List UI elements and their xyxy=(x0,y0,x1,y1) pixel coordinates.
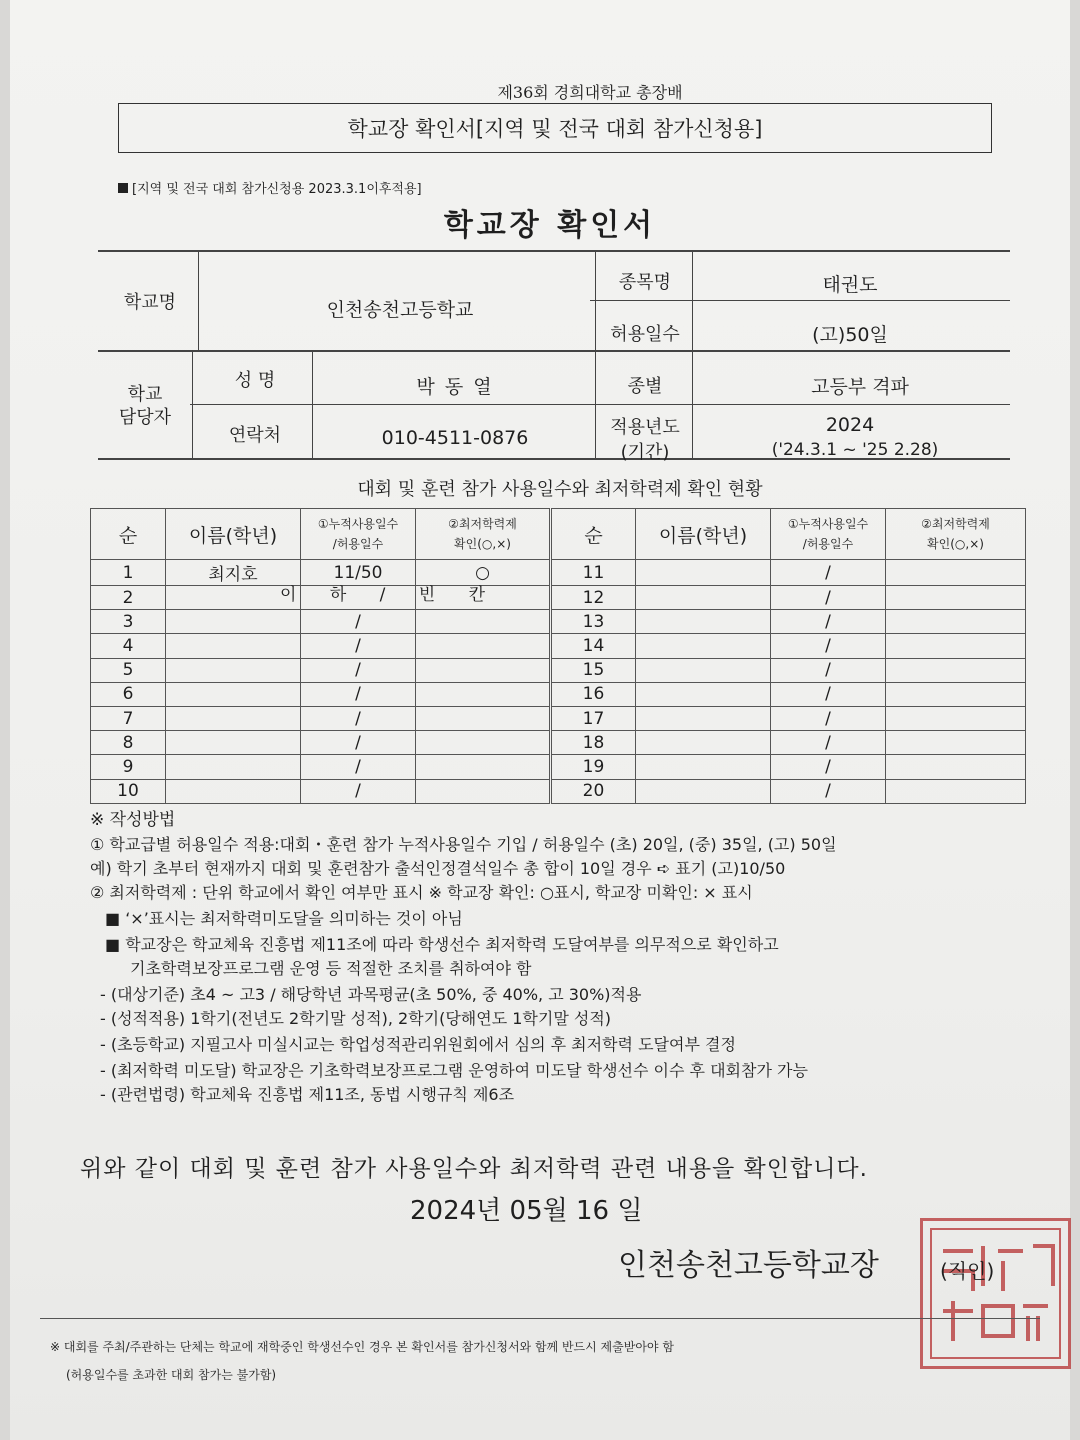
col-days-line1: ①누적사용일수 xyxy=(317,517,399,531)
seal-stamp-icon xyxy=(923,1221,1068,1366)
table-row xyxy=(91,706,1026,730)
row-days: / xyxy=(771,779,886,803)
row-days: 11/50 xyxy=(301,560,416,586)
col-min xyxy=(416,509,551,560)
row-days: / xyxy=(301,779,416,803)
row-name xyxy=(636,634,771,658)
row-days: / xyxy=(771,634,886,658)
table-body xyxy=(91,560,1026,804)
footer-divider xyxy=(40,1318,1040,1319)
table-row xyxy=(91,755,1026,779)
row-no: 3 xyxy=(91,610,166,634)
row-no: 9 xyxy=(91,755,166,779)
row-name xyxy=(166,755,301,779)
row-min xyxy=(886,755,1026,779)
participation-table xyxy=(90,508,1026,804)
row-min xyxy=(416,755,551,779)
document-heading-box xyxy=(118,103,992,153)
col-no: 순 xyxy=(551,509,636,560)
divider xyxy=(190,404,1010,405)
row-days: / xyxy=(301,706,416,730)
row-no: 18 xyxy=(551,731,636,755)
row-min xyxy=(886,560,1026,586)
divider xyxy=(98,250,1010,252)
col-min-line2: 확인(○,×) xyxy=(927,537,984,551)
blank-below-note: 이 하 / 빈 칸 xyxy=(280,585,500,605)
official-seal xyxy=(920,1218,1071,1369)
col-min-line2: 확인(○,×) xyxy=(454,537,511,551)
row-no: 5 xyxy=(91,658,166,682)
row-days: / xyxy=(771,560,886,586)
divider xyxy=(590,300,1010,301)
guide-line: ■ ‘×’표시는 최저학력미도달을 의미하는 것이 아님 xyxy=(105,909,463,928)
row-name xyxy=(636,706,771,730)
row-no: 14 xyxy=(551,634,636,658)
sport-label: 종목명 xyxy=(618,272,672,293)
row-name xyxy=(636,658,771,682)
row-no: 12 xyxy=(551,586,636,610)
row-name xyxy=(636,586,771,610)
row-no: 13 xyxy=(551,610,636,634)
row-name xyxy=(636,610,771,634)
col-name: 이름(학년) xyxy=(166,509,301,560)
guide-line: ■ 학교장은 학교체육 진흥법 제11조에 따라 학생선수 최저학력 도달여부를 의무적으로 확인하고 xyxy=(105,935,779,954)
row-min xyxy=(886,658,1026,682)
period-value: ('24.3.1 ~ '25 2.28) xyxy=(771,440,939,460)
row-min xyxy=(886,634,1026,658)
col-days-line2: /허용일수 xyxy=(332,537,384,551)
row-min xyxy=(886,779,1026,803)
footer-note: ※ 대회를 주최/주관하는 단체는 학교에 재학중인 학생선수인 경우 본 확인서를 참가신청서와 함께 반드시 제출받아야 함 xyxy=(50,1340,674,1354)
row-min: ○ xyxy=(416,560,551,586)
divider xyxy=(98,350,1010,352)
guide-line: - (대상기준) 초4 ~ 고3 / 해당학년 과목평균(초 50%, 중 40%, 고 30%)적용 xyxy=(100,985,642,1004)
row-days: / xyxy=(771,706,886,730)
col-min-line1: ②최저학력제 xyxy=(921,517,990,531)
row-days: / xyxy=(771,731,886,755)
row-name xyxy=(636,682,771,706)
row-min xyxy=(886,731,1026,755)
row-name: 최지호 xyxy=(166,560,301,586)
row-no: 6 xyxy=(91,682,166,706)
year-value: 2024 xyxy=(825,414,875,436)
guide-line: ② 최저학력제 : 단위 학교에서 확인 여부만 표시 ※ 학교장 확인: ○표시, 학교장 미확인: × 표시 xyxy=(90,883,753,902)
form-note-text: [지역 및 전국 대회 참가신청용 2023.3.1이후적용] xyxy=(132,182,422,197)
row-name xyxy=(166,658,301,682)
guide-line: - (최저학력 미도달) 학교장은 기초학력보장프로그램 운영하여 미도달 학생선수 이수 후 대회참가 가능 xyxy=(100,1061,808,1080)
table-row xyxy=(91,658,1026,682)
issue-date: 2024년 05월 16 일 xyxy=(410,1196,643,1226)
row-min xyxy=(416,682,551,706)
row-no: 8 xyxy=(91,731,166,755)
days-value: (고)50일 xyxy=(812,324,888,346)
page-title: 학교장 확인서 xyxy=(443,208,657,243)
days-label: 허용일수 xyxy=(610,324,680,345)
row-name xyxy=(166,706,301,730)
guide-line: - (성적적용) 1학기(전년도 2학기말 성적), 2학기(당해연도 1학기말 성적) xyxy=(100,1009,612,1028)
col-name: 이름(학년) xyxy=(636,509,771,560)
row-name xyxy=(166,682,301,706)
guide-line: 기초학력보장프로그램 운영 등 적절한 조치를 취하여야 함 xyxy=(130,959,532,978)
category-label: 종별 xyxy=(627,376,663,397)
row-days: / xyxy=(771,658,886,682)
col-days xyxy=(771,509,886,560)
col-days xyxy=(301,509,416,560)
row-days: / xyxy=(301,731,416,755)
footer-note-2: (허용일수를 초과한 대회 참가는 불가함) xyxy=(66,1368,277,1382)
row-no: 4 xyxy=(91,634,166,658)
phone-value: 010-4511-0876 xyxy=(381,427,529,449)
school-value: 인천송천고등학교 xyxy=(326,299,474,321)
row-no: 16 xyxy=(551,682,636,706)
row-days: / xyxy=(771,610,886,634)
row-name xyxy=(636,731,771,755)
seal-mark: (직인) xyxy=(940,1259,995,1283)
form-note xyxy=(118,178,422,197)
guide-line: ① 학교급별 허용일수 적용:대회・훈련 참가 누적사용일수 기입 / 허용일수 (초) 20일, (중) 35일, (고) 50일 xyxy=(90,835,837,854)
table-row xyxy=(91,586,1026,610)
phone-label: 연락처 xyxy=(228,425,282,446)
divider xyxy=(192,350,193,458)
row-min xyxy=(886,682,1026,706)
contact-label: 학교 xyxy=(127,384,163,405)
col-no: 순 xyxy=(91,509,166,560)
row-days: / xyxy=(771,755,886,779)
row-days: / xyxy=(771,586,886,610)
row-days: / xyxy=(301,610,416,634)
row-no: 19 xyxy=(551,755,636,779)
row-min xyxy=(886,706,1026,730)
row-no: 2 xyxy=(91,586,166,610)
row-min xyxy=(416,779,551,803)
contact-label-2: 담당자 xyxy=(118,407,172,428)
table-row xyxy=(91,731,1026,755)
period-label: (기간) xyxy=(620,442,670,463)
row-no: 1 xyxy=(91,560,166,586)
row-name xyxy=(166,731,301,755)
row-min xyxy=(416,610,551,634)
divider xyxy=(312,350,313,458)
category-value: 고등부 격파 xyxy=(811,376,909,398)
sport-value: 태권도 xyxy=(822,274,878,296)
guide-line: - (관련법령) 학교체육 진흥법 제11조, 동법 시행규칙 제6조 xyxy=(100,1085,515,1104)
row-no: 7 xyxy=(91,706,166,730)
table-row xyxy=(91,634,1026,658)
table-section-title: 대회 및 훈련 참가 사용일수와 최저학력제 확인 현황 xyxy=(357,479,763,500)
row-days: / xyxy=(771,682,886,706)
row-name xyxy=(166,779,301,803)
row-days: / xyxy=(301,658,416,682)
row-no: 15 xyxy=(551,658,636,682)
row-days: / xyxy=(301,755,416,779)
row-name xyxy=(636,755,771,779)
table-row xyxy=(91,682,1026,706)
row-name xyxy=(636,779,771,803)
col-days-line1: ①누적사용일수 xyxy=(787,517,869,531)
table-row xyxy=(91,610,1026,634)
row-name xyxy=(636,560,771,586)
row-no: 11 xyxy=(551,560,636,586)
year-label: 적용년도 xyxy=(610,417,680,438)
row-min xyxy=(416,706,551,730)
table-row xyxy=(91,779,1026,803)
row-min xyxy=(886,586,1026,610)
row-no: 17 xyxy=(551,706,636,730)
row-no: 10 xyxy=(91,779,166,803)
table-row xyxy=(91,560,1026,586)
heading-text: 학교장 확인서[지역 및 전국 대회 참가신청용] xyxy=(347,117,763,141)
row-days: / xyxy=(301,682,416,706)
document-page xyxy=(10,0,1070,1440)
col-min xyxy=(886,509,1026,560)
confirmation-statement: 위와 같이 대회 및 훈련 참가 사용일수와 최저학력 관련 내용을 확인합니다. xyxy=(80,1156,868,1182)
table-header-row xyxy=(91,509,1026,560)
row-min xyxy=(416,634,551,658)
event-name: 제36회 경희대학교 총장배 xyxy=(497,83,683,102)
school-label: 학교명 xyxy=(123,292,177,313)
square-bullet-icon xyxy=(118,183,128,193)
col-min-line1: ②최저학력제 xyxy=(448,517,517,531)
row-name xyxy=(166,634,301,658)
name-value: 박 동 열 xyxy=(416,376,494,398)
signer-name: 인천송천고등학교장 xyxy=(618,1248,879,1283)
col-days-line2: /허용일수 xyxy=(802,537,854,551)
guide-title: ※ 작성방법 xyxy=(90,810,176,830)
row-name xyxy=(166,610,301,634)
row-no: 20 xyxy=(551,779,636,803)
guide-line: - (초등학교) 지필고사 미실시교는 학업성적관리위원회에서 심의 후 최저학력 도달여부 결정 xyxy=(100,1035,736,1054)
row-min xyxy=(416,658,551,682)
name-label: 성 명 xyxy=(234,370,276,391)
divider xyxy=(198,250,199,350)
guide-line: 예) 학기 초부터 현재까지 대회 및 훈련참가 출석인정결석일수 총 합이 10일 경우 ➪ 표기 (고)10/50 xyxy=(90,859,786,878)
row-days: / xyxy=(301,634,416,658)
row-min xyxy=(886,610,1026,634)
row-min xyxy=(416,731,551,755)
